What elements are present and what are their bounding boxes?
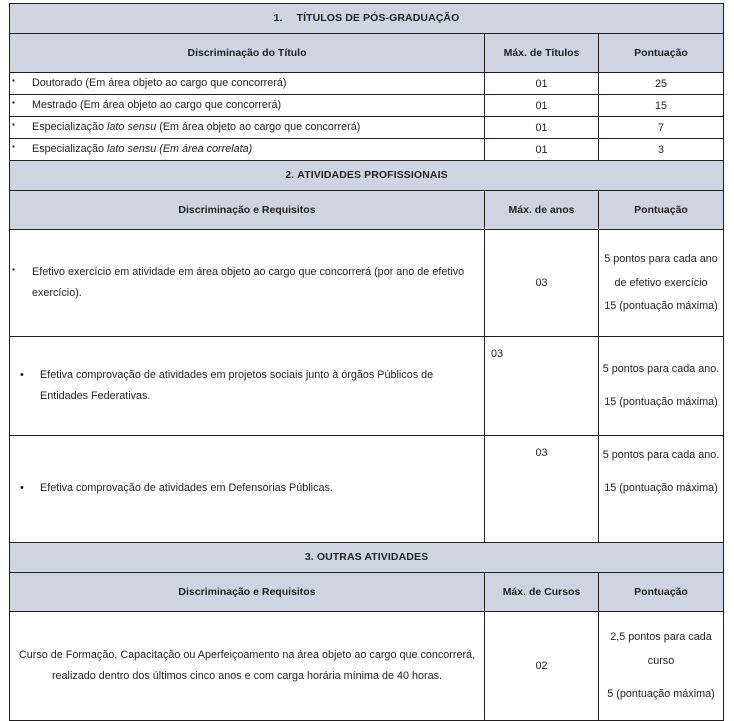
score-line-3: 15 (pontuação máxima) xyxy=(604,299,718,312)
table-row xyxy=(10,117,724,139)
col-header-max-cursos: Máx. de Cursos xyxy=(485,573,599,612)
section-banner-row-pos-graduacao xyxy=(10,4,724,34)
row-score-especializacao-correlata: 3 xyxy=(599,139,724,161)
row-score-curso-formacao xyxy=(599,612,724,721)
bullet-square-icon: ▪ xyxy=(12,120,15,130)
score-line-2: de efetivo exercício xyxy=(614,276,708,289)
col-header-discriminacao-titulo: Discriminação do Título xyxy=(10,34,485,73)
row-text: Doutorado (Em área objeto ao cargo que concorrerá) xyxy=(32,77,287,89)
row-description-curso-formacao xyxy=(10,612,485,721)
row-text-post: (Em área objeto ao cargo que concorrerá) xyxy=(156,121,361,134)
score-blank-line xyxy=(599,381,723,391)
section-title-3: OUTRAS ATIVIDADES xyxy=(316,551,429,564)
row-text xyxy=(32,117,484,138)
section-banner-row-atividades-profissionais xyxy=(10,161,724,191)
table-row xyxy=(10,139,724,161)
row-max-efetivo-exercicio: 03 xyxy=(485,230,599,337)
col-header-discriminacao-requisitos-2: Discriminação e Requisitos xyxy=(10,191,485,230)
row-max-defensorias-publicas: 03 xyxy=(485,436,599,543)
row-score-efetivo-exercicio xyxy=(599,230,724,337)
row-description-efetivo-exercicio xyxy=(10,230,485,337)
row-text-line2: realizado dentro dos últimos cinco anos e com carga horária mínima de 40 horas. xyxy=(51,670,443,683)
score-line-1: 5 pontos para cada ano. xyxy=(602,362,720,375)
section-banner-outras-atividades xyxy=(10,543,724,573)
row-text-pre: Especialização xyxy=(32,143,108,156)
score-line-3: 5 (pontuação máxima) xyxy=(607,687,715,700)
col-header-discriminacao-requisitos-3: Discriminação e Requisitos xyxy=(10,573,485,612)
col-header-max-titulos: Máx. de Títulos xyxy=(485,34,599,73)
column-header-row-atividades-profissionais xyxy=(10,191,724,230)
bullet-square-icon: ▪ xyxy=(12,142,15,152)
score-line-3: 15 (pontuação máxima) xyxy=(604,482,718,495)
score-line-1: 5 pontos para cada ano. xyxy=(602,449,720,462)
col-header-pontuacao-1: Pontuação xyxy=(599,34,724,73)
row-description-defensorias-publicas xyxy=(10,436,485,543)
row-text-line1: Efetiva comprovação de atividades em projetos sociais junto à órgãos Públicos de xyxy=(40,369,434,382)
row-text-line1: Curso de Formação, Capacitação ou Aperfeiçoamento na área objeto ao cargo que concorrerá, xyxy=(18,649,476,662)
row-max-especializacao-objeto: 01 xyxy=(485,117,599,139)
col-header-pontuacao-3: Pontuação xyxy=(599,573,724,612)
row-text: Efetiva comprovação de atividades em Defensorias Públicas. xyxy=(40,482,333,495)
row-score-projetos-sociais xyxy=(599,337,724,436)
row-text xyxy=(32,262,484,304)
section-title-2: ATIVIDADES PROFISSIONAIS xyxy=(297,169,448,182)
section-title-1: TÍTULOS DE PÓS-GRADUAÇÃO xyxy=(296,12,460,24)
row-text-line1: Efetivo exercício em atividade em área objeto ao cargo que concorrerá (por ano de efetivo xyxy=(32,266,465,279)
row-description-doutorado xyxy=(10,73,485,95)
row-max-curso-formacao: 02 xyxy=(485,612,599,721)
col-header-pontuacao-2: Pontuação xyxy=(599,191,724,230)
row-description-especializacao-objeto xyxy=(10,117,485,139)
row-max-doutorado: 01 xyxy=(485,73,599,95)
document-page xyxy=(0,3,734,700)
table-row xyxy=(10,337,724,436)
section-number-2: 2. xyxy=(285,169,295,182)
table-row xyxy=(10,230,724,337)
row-text-line2: Entidades Federativas. xyxy=(40,390,151,403)
row-score-mestrado: 15 xyxy=(599,95,724,117)
row-description-especializacao-correlata xyxy=(10,139,485,161)
row-text-italic: lato sensu xyxy=(107,121,157,134)
row-text-line2: exercício). xyxy=(32,287,82,300)
score-blank-line xyxy=(599,467,723,477)
section-banner-row-outras-atividades xyxy=(10,543,724,573)
column-header-row-pos-graduacao xyxy=(10,34,724,73)
section-number-1: 1. xyxy=(273,12,283,24)
bullet-round-icon: • xyxy=(20,482,24,495)
row-description-mestrado xyxy=(10,95,485,117)
bullet-round-icon: • xyxy=(20,369,24,382)
row-text xyxy=(40,365,484,407)
titles-scoring-table xyxy=(9,3,724,721)
score-line-3: 15 (pontuação máxima) xyxy=(604,396,718,409)
row-score-doutorado: 25 xyxy=(599,73,724,95)
row-score-defensorias-publicas xyxy=(599,436,724,543)
column-header-row-outras-atividades xyxy=(10,573,724,612)
row-text-italic: lato sensu (Em área correlata) xyxy=(107,143,253,156)
row-description-projetos-sociais xyxy=(10,337,485,436)
score-line-1: 2,5 pontos para cada xyxy=(610,631,712,644)
row-max-mestrado: 01 xyxy=(485,95,599,117)
table-row xyxy=(10,73,724,95)
section-number-3: 3. xyxy=(304,551,314,564)
row-text: Mestrado (Em área objeto ao cargo que concorrerá) xyxy=(32,99,282,112)
section-banner-atividades-profissionais xyxy=(10,161,724,191)
table-row xyxy=(10,612,724,721)
bullet-square-icon: ▪ xyxy=(12,265,15,275)
score-blank-line xyxy=(599,673,723,683)
row-max-projetos-sociais: 03 xyxy=(485,337,599,436)
score-line-1: 5 pontos para cada ano xyxy=(604,253,718,266)
bullet-square-icon: ▪ xyxy=(12,76,15,85)
table-row xyxy=(10,95,724,117)
row-text xyxy=(32,139,484,160)
score-line-2: curso xyxy=(647,654,675,667)
section-banner-pos-graduacao xyxy=(10,4,724,34)
table-row xyxy=(10,436,724,543)
row-score-especializacao-objeto: 7 xyxy=(599,117,724,139)
row-max-especializacao-correlata: 01 xyxy=(485,139,599,161)
row-text-pre: Especialização xyxy=(32,121,108,134)
bullet-square-icon: ▪ xyxy=(12,98,15,108)
col-header-max-anos: Máx. de anos xyxy=(485,191,599,230)
